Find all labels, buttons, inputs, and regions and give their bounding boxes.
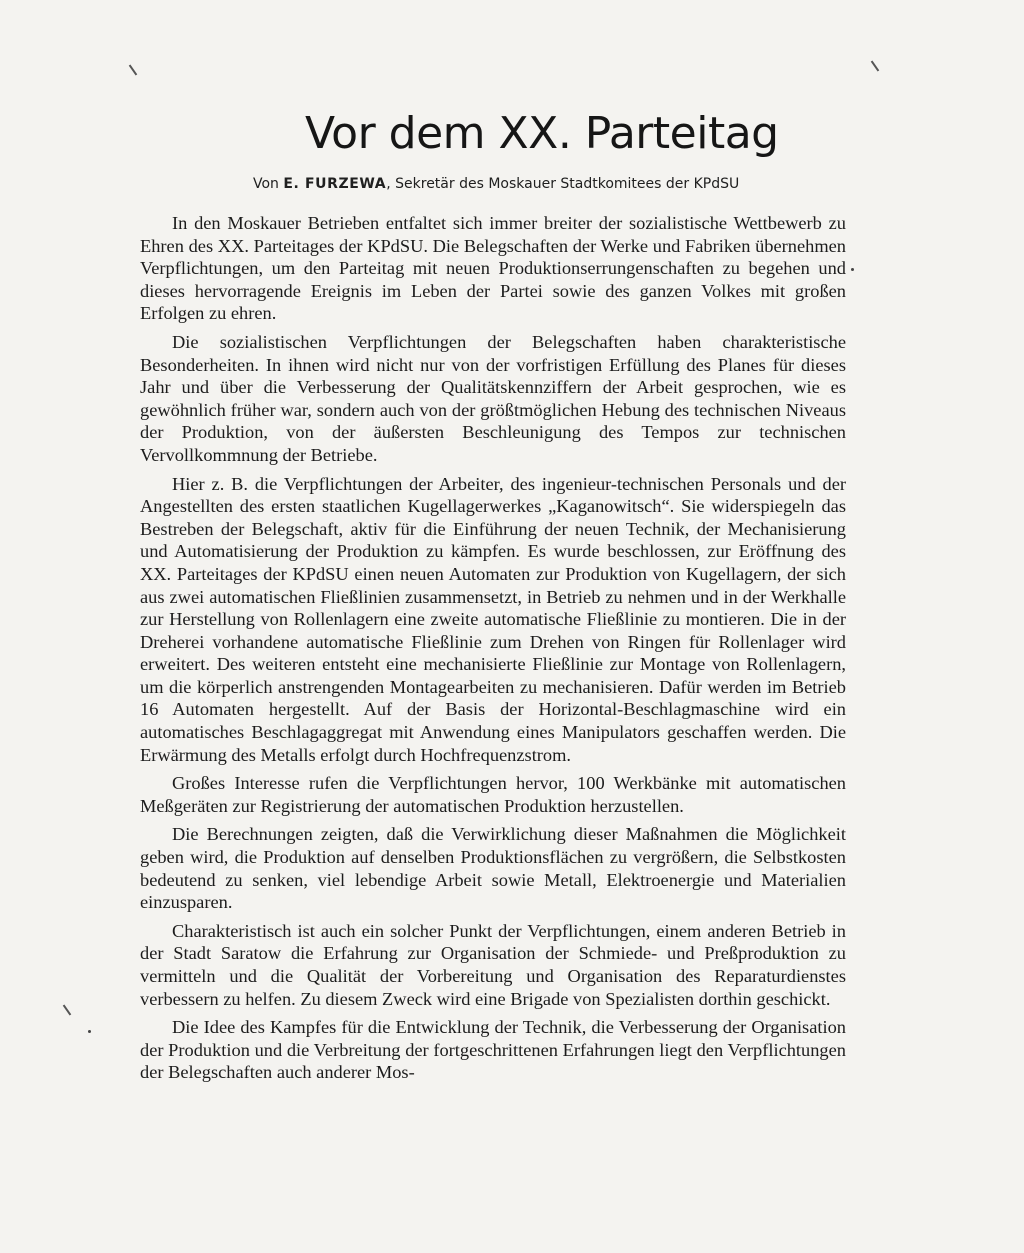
paragraph: Die Idee des Kampfes für die Entwicklung der Technik, die Verbesserung der Organisation der Produktion und die Verbreitung der fortgeschrittenen Erfahrungen liegt den Verpflichtungen der Belegschaften auch anderer Mos- bbox=[140, 1017, 846, 1083]
article-body bbox=[140, 212, 846, 1090]
paragraph: Charakteristisch ist auch ein solcher Punkt der Verpflichtungen, einem anderen Betrieb in der Stadt Saratow die Erfahrung zur Organisation der Schmiede- und Preßproduktion zu vermitteln und die Qualität der Vorbereitung und Organisation des Reparaturdienstes verbessern zu helfen. Zu diesem Zweck wird eine Brigade von Spezialisten dorthin geschickt. bbox=[140, 920, 846, 1009]
byline-author: E. FURZEWA bbox=[283, 176, 387, 192]
paragraph: Die Berechnungen zeigten, daß die Verwirklichung dieser Maßnahmen die Möglichkeit geben wird, die Produktion auf denselben Produktionsflächen zu vergrößern, die Selbstkosten bedeutend zu senken, viel lebendige Arbeit sowie Metall, Elektroenergie und Materialien einzusparen. bbox=[140, 824, 846, 913]
article-title: Vor dem XX. Parteitag bbox=[305, 108, 779, 159]
scan-speck bbox=[63, 1005, 72, 1016]
byline-role: , Sekretär des Moskauer Stadtkomitees der KPdSU bbox=[386, 176, 740, 192]
paragraph: Hier z. B. die Verpflichtungen der Arbeiter, des ingenieur-technischen Personals und der Angestellten des ersten staatlichen Kugellagerwerkes „Kaganowitsch“. Sie widerspiegeln das Bestreben der Belegschaft, aktiv für die Einführung der neuen Technik, der Mechanisierung und Automatisierung der Produktion zu kämpfen. Es wurde beschlossen, zur Eröffnung des XX. Parteitages der KPdSU einen neuen Automaten zur Produktion von Kugellagern, der sich aus zwei automatischen Fließlinien zusammensetzt, in Betrieb zu nehmen und in der Werkhalle zur Herstellung von Rollenlagern eine zweite automatische Fließlinie zu montieren. Die in der Dreherei vorhandene automatische Fließlinie zum Drehen von Ringen für Rollenlager wird erweitert. Des weiteren entsteht eine mechanisierte Fließlinie zur Montage von Rollenlagern, um die körperlich anstrengenden Montagearbeiten zu mechanisieren. Dafür werden im Betrieb 16 Automaten hergestellt. Auf der Basis der Horizontal-Beschlagmaschine wird ein automatisches Beschlagaggregat mit Anwendung eines Manipulators geschaffen werden. Die Erwärmung des Metalls erfolgt durch Hochfrequenzstrom. bbox=[140, 473, 846, 765]
paragraph: In den Moskauer Betrieben entfaltet sich immer breiter der sozialistische Wettbewerb zu Ehren des XX. Parteitages der KPdSU. Die Belegschaften der Werke und Fabriken übernehmen Verpflichtungen, um den Parteitag mit neuen Produktionserrungenschaften zu begehen und dieses hervorragende Ereignis im Leben der Partei sowie des ganzen Volkes mit großen Erfolgen zu ehren. bbox=[140, 213, 846, 324]
byline-prefix: Von bbox=[253, 176, 284, 192]
article-byline bbox=[253, 176, 773, 192]
scan-speck bbox=[851, 268, 854, 271]
paragraph: Die sozialistischen Verpflichtungen der Belegschaften haben charakteristische Besonderheiten. In ihnen wird nicht nur von der vorfristigen Erfüllung des Planes für dieses Jahr und über die Verbesserung der Qualitätskennziffern der Arbeit gesprochen, wie es gewöhnlich früher war, sondern auch von der größtmöglichen Hebung des technischen Niveaus der Produktion, von der äußersten Beschleunigung des Tempos zur technischen Vervollkommnung der Betriebe. bbox=[140, 331, 846, 465]
scan-speck bbox=[129, 65, 138, 76]
paragraph: Großes Interesse rufen die Verpflichtungen hervor, 100 Werkbänke mit automatischen Meßgeräten zur Registrierung der automatischen Produktion herzustellen. bbox=[140, 773, 846, 816]
scan-speck bbox=[88, 1030, 91, 1033]
scan-speck bbox=[871, 61, 880, 72]
